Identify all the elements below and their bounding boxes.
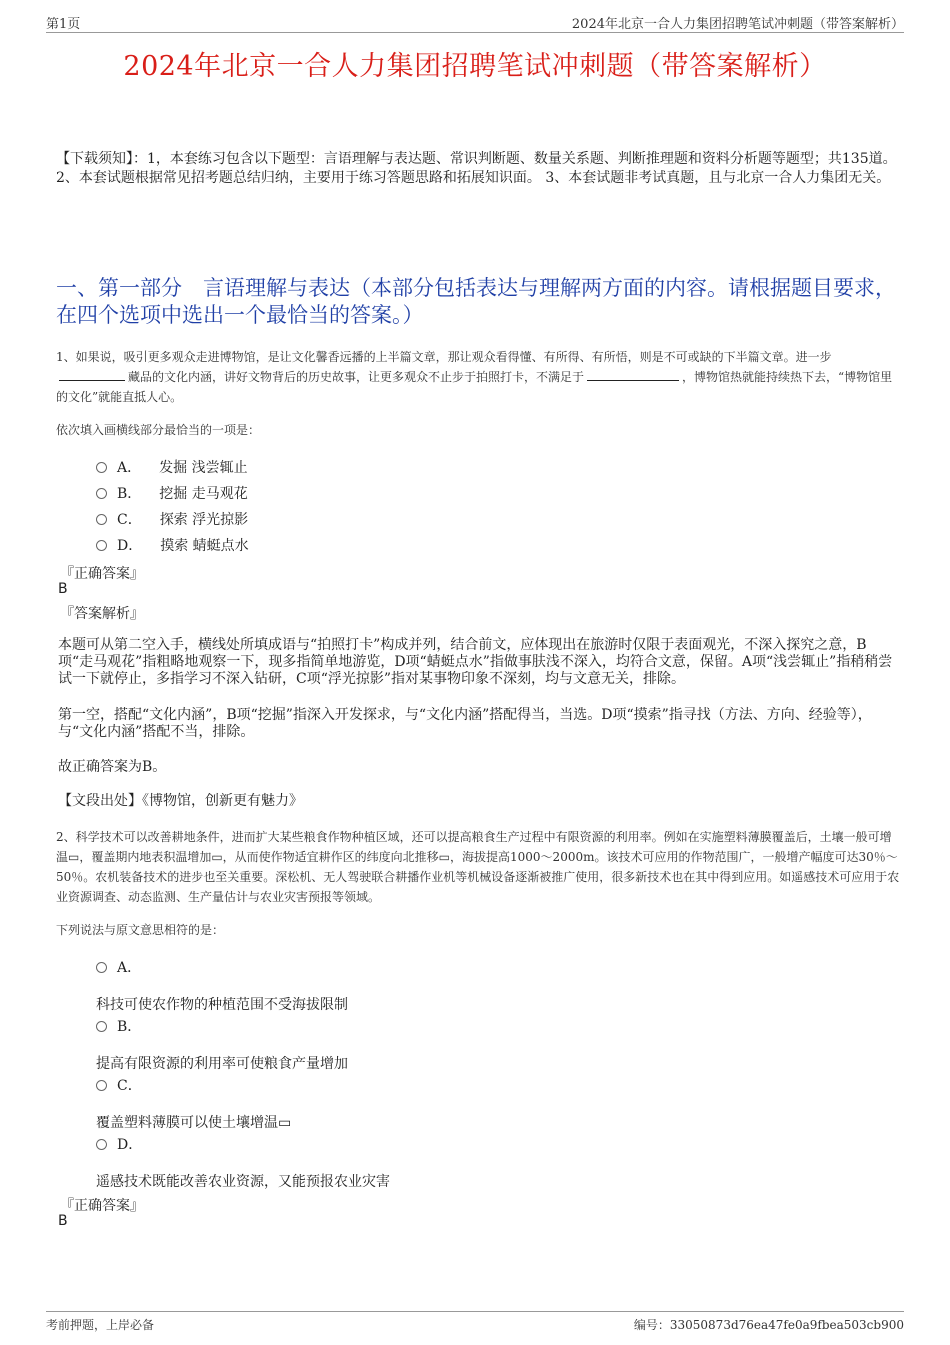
page-title: 2024年北京一合人力集团招聘笔试冲刺题（带答案解析） <box>123 51 827 82</box>
radio-icon[interactable] <box>96 1139 107 1150</box>
answer-blank-2 <box>587 368 679 381</box>
option-text: 挖掘 走马观花 <box>159 486 248 502</box>
document-code: 编号：33050873d76ea47fe0a9fbea503cb900 <box>633 1318 904 1332</box>
radio-icon[interactable] <box>96 540 107 551</box>
question-1-text-c: ，博物馆热就能持续热下去，“博物馆里的文化”就能直抵人心。 <box>56 370 893 404</box>
question-2-option-b-text: 提高有限资源的利用率可使粮食产量增加 <box>96 1056 348 1072</box>
option-text: 发掘 浅尝辄止 <box>159 460 248 476</box>
correct-answer: B <box>58 581 68 597</box>
option-label: B． <box>117 1019 142 1035</box>
option-text: 探索 浮光掠影 <box>159 512 249 528</box>
question-2-option-b[interactable] <box>96 1016 141 1036</box>
correct-answer-tag: 『正确答案』 <box>60 1198 144 1214</box>
option-label: B． <box>117 486 142 502</box>
option-label: D． <box>117 1137 143 1153</box>
question-1-prompt: 依次填入画横线部分最恰当的一项是： <box>56 423 261 437</box>
option-label: C． <box>117 1078 142 1094</box>
question-1-text-b: 藏品的文化内涵，讲好文物背后的历史故事，让更多观众不止步于拍照打卡，不满足于 <box>128 370 585 384</box>
correct-answer-tag: 『正确答案』 <box>60 566 144 582</box>
footer-slogan: 考前押题，上岸必备 <box>46 1318 155 1332</box>
question-2-stem: 2、科学技术可以改善耕地条件，进而扩大某些粮食作物种植区域，还可以提高粮食生产过程中有限资源的利用率。例如在实施塑料薄膜覆盖后，土壤一般可增温▭，覆盖期内地表积温增加▭，从而使作物适宜耕作区的纬度向北推移▭，海拔提高1000～2000m。该技术可应用的作物范围广，一般增产幅度可达30％～50％。农机装备技术的进步也至关重要。深松机、无人驾驶联合耕播作业机等机械设备逐渐被推广使用，很多新技术也在其中得到应用。如遥感技术可应用于农业资源调查、动态监测、生产量估计与农业灾害预报等领域。 <box>56 830 900 904</box>
question-2-prompt: 下列说法与原文意思相符的是： <box>56 923 225 937</box>
radio-icon[interactable] <box>96 462 107 473</box>
radio-icon[interactable] <box>96 1021 107 1032</box>
question-2-option-a-text: 科技可使农作物的种植范围不受海拔限制 <box>96 997 348 1013</box>
question-2-option-d[interactable] <box>96 1134 142 1154</box>
question-2-option-c[interactable] <box>96 1075 142 1095</box>
answer-blank-1 <box>59 368 125 381</box>
option-text: 摸索 蜻蜓点水 <box>160 538 249 554</box>
option-label: C． <box>117 512 142 528</box>
radio-icon[interactable] <box>96 488 107 499</box>
correct-answer: B <box>58 1213 68 1229</box>
page-number: 第1页 <box>46 17 81 32</box>
header-doc-title: 2024年北京一合人力集团招聘笔试冲刺题（带答案解析） <box>571 17 904 32</box>
analysis-paragraph-1: 本题可从第二空入手，横线处所填成语与“拍照打卡”构成并列，结合前文，应体现出在旅游时仅限于表面观光，不深入探究之意，B项“走马观花”指粗略地观察一下，现多指简单地游览，D项“蜻蜓点水”指做事肤浅不深入，均符合文意，保留。A项“浅尝辄止”指稍稍尝试一下就停止，多指学习不深入钻研，C项“浮光掠影”指对某事物印象不深刻，均与文意无关，排除。 <box>58 637 893 687</box>
question-1-stem <box>56 347 902 407</box>
question-2-option-d-text: 遥感技术既能改善农业资源，又能预报农业灾害 <box>96 1174 390 1190</box>
option-label: A． <box>117 960 142 976</box>
question-2-option-a[interactable] <box>96 957 141 977</box>
option-label: A． <box>117 460 142 476</box>
footer-divider <box>46 1311 904 1312</box>
radio-icon[interactable] <box>96 962 107 973</box>
header-divider <box>46 32 904 33</box>
analysis-paragraph-2: 第一空，搭配“文化内涵”，B项“挖掘”指深入开发探求，与“文化内涵”搭配得当，当选。D项“摸索”指寻找（方法、方向、经验等），与“文化内涵”搭配不当，排除。 <box>58 707 872 740</box>
section-title: 一、第一部分 言语理解与表达（本部分包括表达与理解两方面的内容。请根据题目要求，在四个选项中选出一个最恰当的答案。） <box>56 276 896 327</box>
question-1-text-a: 1、如果说，吸引更多观众走进博物馆，是让文化馨香远播的上半篇文章，那让观众看得懂、有所得、有所悟，则是不可或缺的下半篇文章。进一步 <box>56 350 832 364</box>
question-1-option-d[interactable] <box>96 535 249 555</box>
analysis-conclusion: 故正确答案为B。 <box>58 759 167 775</box>
question-1-option-b[interactable] <box>96 483 248 503</box>
question-2-option-c-text: 覆盖塑料薄膜可以使土壤增温▭ <box>96 1115 292 1131</box>
passage-source: 【文段出处】《博物馆，创新更有魅力》 <box>58 793 303 809</box>
option-label: D． <box>117 538 143 554</box>
question-1-option-a[interactable] <box>96 457 248 477</box>
download-notice: 【下载须知】：1，本套练习包含以下题型：言语理解与表达题、常识判断题、数量关系题、判断推理题和资料分析题等题型；共135道。 2、本套试题根据常见招考题总结归纳，主要用于练习答题思路和拓展知识面。 3、本套试题非考试真题，且与北京一合人力集团无关。 <box>56 151 897 186</box>
question-1-option-c[interactable] <box>96 509 248 529</box>
radio-icon[interactable] <box>96 1080 107 1091</box>
analysis-tag: 『答案解析』 <box>60 606 144 622</box>
radio-icon[interactable] <box>96 514 107 525</box>
